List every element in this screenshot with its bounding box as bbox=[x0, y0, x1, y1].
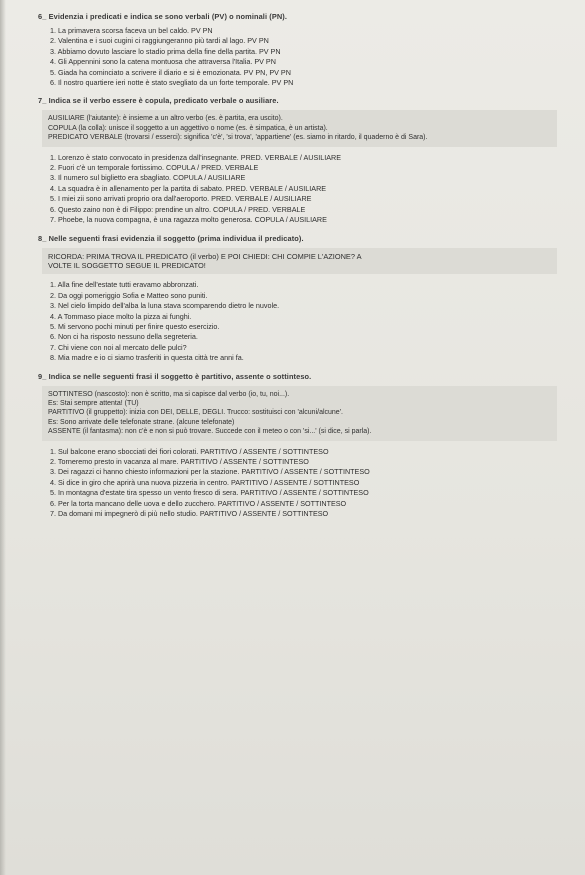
list-item: 7. Da domani mi impegnerò di più nello studio. PARTITIVO / ASSENTE / SOTTINTESO bbox=[50, 509, 329, 519]
exercise-9-list bbox=[38, 447, 557, 520]
exercise-8 bbox=[38, 234, 557, 364]
list-item: 3. Abbiamo dovuto lasciare lo stadio prima della fine della partita. PV PN bbox=[50, 46, 281, 56]
exercise-6 bbox=[38, 12, 557, 88]
rule-text: PARTITIVO (il gruppetto): inizia con DEI, DELLE, DEGLI. Trucco: sostituisci con 'alcuni/alcune'. bbox=[48, 409, 343, 417]
list-item: 2. Torneremo presto in vacanza al mare. PARTITIVO / ASSENTE / SOTTINTESO bbox=[50, 457, 309, 466]
exercise-9 bbox=[38, 372, 557, 520]
page-shadow bbox=[0, 0, 6, 875]
list-item: 2. Da oggi pomeriggio Sofia e Matteo sono puniti. bbox=[50, 290, 208, 300]
rule-box bbox=[42, 110, 557, 146]
exercise-6-list bbox=[38, 26, 557, 88]
list-item: 6. Non ci ha risposto nessuno della segreteria. bbox=[50, 332, 198, 342]
list-item: 3. Nel cielo limpido dell'alba la luna stava scomparendo dietro le nuvole. bbox=[50, 301, 280, 311]
list-item: 1. Lorenzo è stato convocato in presidenza dall'insegnante. PRED. VERBALE / AUSILIARE bbox=[50, 152, 342, 162]
list-item: 5. In montagna d'estate tira spesso un vento fresco di sera. PARTITIVO / ASSENTE / SOTTINTESO bbox=[50, 488, 369, 498]
exercise-8-list bbox=[38, 280, 557, 363]
list-item: 7. Phoebe, la nuova compagna, è una ragazza molto generosa. COPULA / AUSILIARE bbox=[50, 215, 327, 225]
list-item: 5. I miei zii sono arrivati proprio ora dall'aeroporto. PRED. VERBALE / AUSILIARE bbox=[50, 194, 312, 204]
reminder-text: VOLTE IL SOGGETTO SEGUE IL PREDICATO! bbox=[48, 260, 206, 270]
exercise-8-title: 8_ Nelle seguenti frasi evidenzia il soggetto (prima individua il predicato). bbox=[38, 233, 304, 243]
rule-text: Es: Sono arrivate delle telefonate strane. (alcune telefonate) bbox=[48, 418, 235, 426]
exercise-7-list bbox=[38, 153, 557, 226]
reminder-box bbox=[42, 248, 557, 275]
reminder-text: RICORDA: PRIMA TROVA IL PREDICATO (il verbo) E POI CHIEDI: CHI COMPIE L'AZIONE? A bbox=[48, 251, 362, 261]
list-item: 4. Gli Appennini sono la catena montuosa che attraversa l'Italia. PV PN bbox=[50, 57, 276, 67]
list-item: 1. Sul balcone erano sbocciati dei fiori colorati. PARTITIVO / ASSENTE / SOTTINTESO bbox=[50, 446, 329, 456]
list-item: 4. A Tommaso piace molto la pizza ai funghi. bbox=[50, 311, 192, 321]
list-item: 7. Chi viene con noi al mercato delle pulci? bbox=[50, 342, 187, 352]
list-item: 3. Dei ragazzi ci hanno chiesto informazioni per la stazione. PARTITIVO / ASSENTE / SOTTINTESO bbox=[50, 467, 370, 477]
rule-box bbox=[42, 386, 557, 441]
rule-text: COPULA (la colla): unisce il soggetto a un aggettivo o nome (es. è simpatica, è un artista). bbox=[48, 124, 328, 132]
rule-text: AUSILIARE (l'aiutante): è insieme a un altro verbo (es. è partita, era uscito). bbox=[48, 115, 283, 123]
list-item: 2. Valentina e i suoi cugini ci raggiungeranno più tardi al lago. PV PN bbox=[50, 36, 269, 46]
list-item: 6. Il nostro quartiere ieri notte è stato svegliato da un forte temporale. PV PN bbox=[50, 78, 294, 88]
list-item: 8. Mia madre e io ci siamo trasferiti in questa città tre anni fa. bbox=[50, 353, 244, 363]
exercise-9-title: 9_ Indica se nelle seguenti frasi il soggetto è partitivo, assente o sottinteso. bbox=[38, 371, 312, 381]
rule-text: Es: Stai sempre attenta! (TU) bbox=[48, 399, 139, 407]
list-item: 5. Mi servono pochi minuti per finire questo esercizio. bbox=[50, 321, 220, 331]
exercise-6-title: 6_ Evidenzia i predicati e indica se sono verbali (PV) o nominali (PN). bbox=[38, 12, 288, 21]
rule-text: PREDICATO VERBALE (trovarsi / esserci): significa 'c'è', 'si trova', 'appartiene' (es. siamo in ritardo, il quaderno è di Sara). bbox=[48, 134, 428, 142]
exercise-7-title: 7_ Indica se il verbo essere è copula, predicato verbale o ausiliare. bbox=[38, 96, 279, 106]
list-item: 4. La squadra è in allenamento per la partita di sabato. PRED. VERBALE / AUSILIARE bbox=[50, 183, 327, 193]
list-item: 2. Fuori c'è un temporale fortissimo. COPULA / PRED. VERBALE bbox=[50, 163, 259, 173]
exercise-7 bbox=[38, 96, 557, 225]
list-item: 1. Alla fine dell'estate tutti eravamo abbronzati. bbox=[50, 280, 199, 290]
list-item: 6. Questo zaino non è di Filippo: prendine un altro. COPULA / PRED. VERBALE bbox=[50, 204, 306, 214]
list-item: 6. Per la torta mancano delle uova e dello zucchero. PARTITIVO / ASSENTE / SOTTINTESO bbox=[50, 498, 347, 508]
list-item: 1. La primavera scorsa faceva un bel caldo. PV PN bbox=[50, 26, 213, 35]
rule-text: ASSENTE (il fantasma): non c'è e non si può trovare. Succede con il meteo o con 'si...' (si dice, si parla). bbox=[48, 428, 372, 436]
list-item: 4. Si dice in giro che aprirà una nuova pizzeria in centro. PARTITIVO / ASSENTE / SOTTINTESO bbox=[50, 477, 360, 487]
list-item: 3. Il numero sul biglietto era sbagliato. COPULA / AUSILIARE bbox=[50, 173, 246, 183]
rule-text: SOTTINTESO (nascosto): non è scritto, ma si capisce dal verbo (io, tu, noi...). bbox=[48, 390, 290, 398]
list-item: 5. Giada ha cominciato a scrivere il diario e si è emozionata. PV PN, PV PN bbox=[50, 67, 291, 77]
